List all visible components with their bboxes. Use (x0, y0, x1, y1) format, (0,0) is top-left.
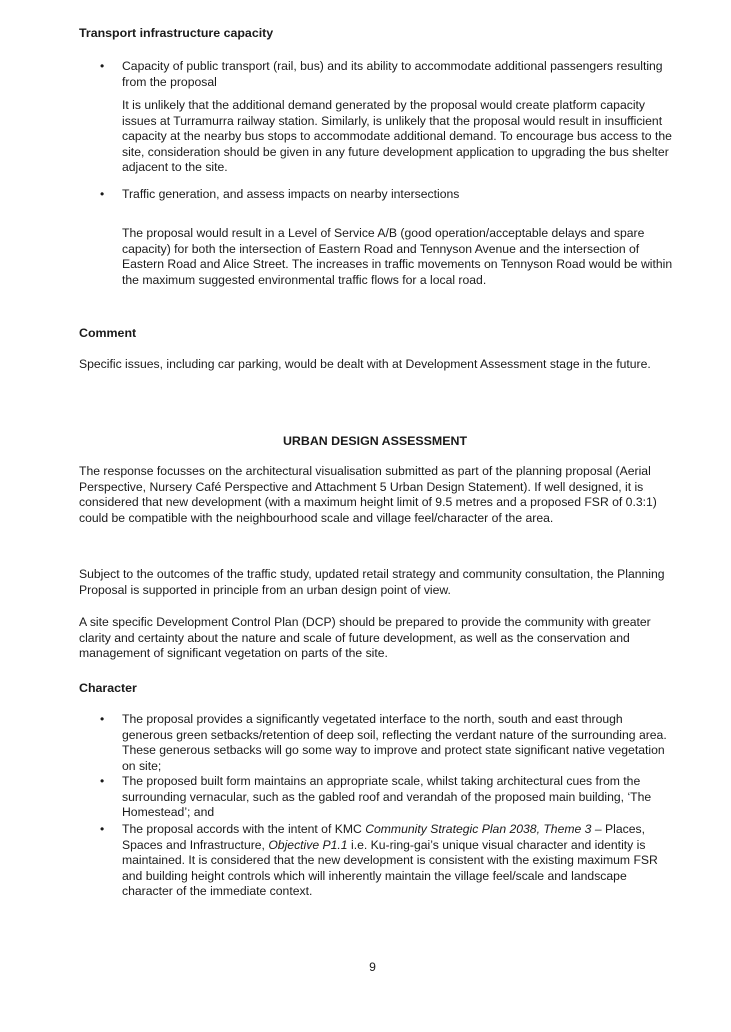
page-number: 9 (369, 960, 376, 974)
bullet-marker: • (100, 822, 105, 836)
bullet-marker: • (100, 59, 105, 73)
bullet-marker: • (100, 712, 105, 726)
urban-design-paragraph-1: The response focusses on the architectural visualisation submitted as part of the planning proposal (Aerial Perspective, Nursery Café Perspective and Attachment 5 Urban Design Statement). If well designed, it is considered that new development (with a maximum height limit of 9.5 metres and a proposed FSR of 0.3:1) could be compatible with the neighbourhood scale and village feel/character of the area. (79, 464, 657, 525)
comment-heading: Comment (79, 326, 137, 340)
urban-design-paragraph-3: A site specific Development Control Plan (DCP) should be prepared to provide the community with greater clarity and certainty about the nature and scale of future development, as well as the conservation and management of significant vegetation on parts of the site. (79, 615, 651, 661)
strategic-plan-title: Community Strategic Plan 2038, Theme 3 – (365, 822, 602, 836)
strategic-plan-text-a: The proposal accords with the intent of KMC (122, 822, 366, 836)
comment-text: Specific issues, including car parking, would be dealt with at Development Assessment stage in the future. (79, 357, 651, 371)
bullet-marker: • (100, 774, 105, 788)
urban-design-paragraph-2: Subject to the outcomes of the traffic study, updated retail strategy and community consultation, the Planning Proposal is supported in principle from an urban design point of view. (79, 567, 665, 597)
transport-traffic-paragraph: The proposal would result in a Level of Service A/B (good operation/acceptable delays and spare capacity) for both the intersection of Eastern Road and Tennyson Avenue and the intersection of Eastern Road and Alice Street. The increases in traffic movements on Tennyson Road would be within the maximum suggested environmental traffic flows for a local road. (122, 226, 673, 287)
transport-bullet-traffic: Traffic generation, and assess impacts on nearby intersections (122, 187, 460, 201)
transport-capacity-paragraph: It is unlikely that the additional demand generated by the proposal would create platform capacity issues at Turramurra railway station. Similarly, is unlikely that the proposal would result in insufficient capacity at the nearby bus stops to accommodate additional demand. To encourage bus access to the site, consideration should be given in any future development application to upgrading the bus shelter adjacent to the site. (122, 98, 672, 175)
character-heading: Character (79, 681, 137, 695)
objective-reference: Objective P1.1 (268, 837, 348, 852)
transport-heading: Transport infrastructure capacity (79, 26, 274, 40)
character-bullet-built-form: The proposed built form maintains an appropriate scale, whilst taking architectural cues from the surrounding vernacular, such as the gabled roof and verandah of the proposed main building, ‘The Homestead’; and (122, 774, 652, 820)
character-bullet-vegetation: The proposal provides a significantly vegetated interface to the north, south and east through generous green setbacks/retention of deep soil, reflecting the verdant nature of the surrounding area. These generous setbacks will go some way to improve and protect state significant native vegetation on site; (122, 712, 667, 773)
transport-bullet-capacity: Capacity of public transport (rail, bus) and its ability to accommodate additional passengers resulting from the proposal (122, 59, 663, 89)
bullet-marker: • (100, 187, 105, 201)
strategic-plan-text-c: Places, Spaces and Infrastructure, (122, 822, 645, 852)
strategic-plan-text-e: i.e. Ku-ring-gai’s unique visual character and identity is maintained. It is considered that the new development is consistent with the existing maximum FSR and building height controls which will inherently maintain the village feel/scale and landscape character of the immediate context. (122, 837, 658, 899)
urban-design-heading: URBAN DESIGN ASSESSMENT (282, 434, 468, 448)
character-bullet-strategic-plan (122, 822, 676, 900)
